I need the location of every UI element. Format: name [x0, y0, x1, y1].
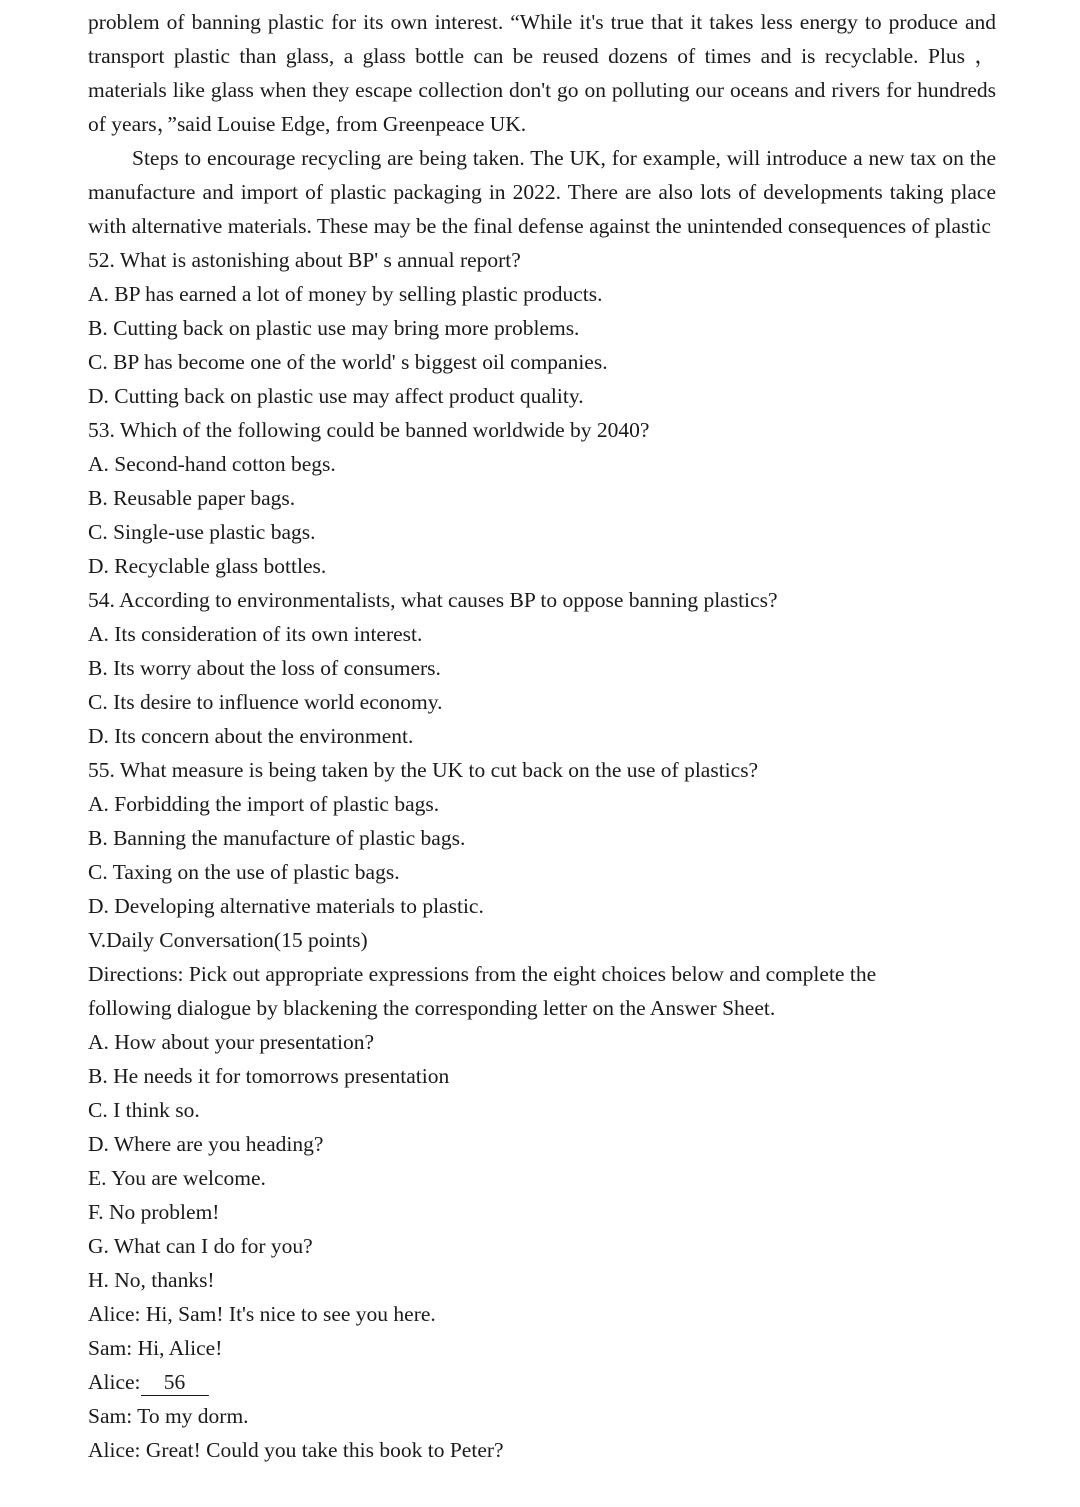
option-a: A. Its consideration of its own interest. — [88, 622, 423, 646]
choice-f: F. No problem! — [88, 1200, 220, 1224]
dialogue-line-with-blank — [88, 1365, 996, 1399]
option-b: B. Reusable paper bags. — [88, 486, 296, 510]
choice-g: G. What can I do for you? — [88, 1234, 313, 1258]
option-c: C. Single-use plastic bags. — [88, 520, 316, 544]
dialogue-line: Sam: To my dorm. — [88, 1404, 249, 1428]
passage-paragraph-1: problem of banning plastic for its own interest. “While it's true that it takes less energy to produce and transport plastic than glass, a glass bottle can be reused dozens of times and is recyclable. Plus ， materials like glass when they escape collection don't go on polluting our oceans and rivers for hundreds of years，”said Louise Edge, from Greenpeace UK. — [88, 10, 996, 136]
question-stem: 55. What measure is being taken by the UK to cut back on the use of plastics? — [88, 758, 759, 782]
choice-b: B. He needs it for tomorrows presentation — [88, 1064, 450, 1088]
option-d: D. Its concern about the environment. — [88, 724, 414, 748]
option-d: D. Developing alternative materials to plastic. — [88, 894, 484, 918]
directions-line-2: following dialogue by blackening the corresponding letter on the Answer Sheet. — [88, 996, 776, 1020]
choice-e: E. You are welcome. — [88, 1166, 266, 1190]
option-a: A. Forbidding the import of plastic bags. — [88, 792, 440, 816]
exam-page — [88, 5, 996, 1467]
option-c: C. Taxing on the use of plastic bags. — [88, 860, 400, 884]
choice-d: D. Where are you heading? — [88, 1132, 324, 1156]
passage-paragraph-2: Steps to encourage recycling are being taken. The UK, for example, will introduce a new tax on the manufacture and import of plastic packaging in 2022. There are also lots of developments taking place with alternative materials. These may be the final defense against the unintended consequences of plastic — [88, 146, 996, 238]
choice-h: H. No, thanks! — [88, 1268, 215, 1292]
choice-a: A. How about your presentation? — [88, 1030, 374, 1054]
dialogue — [88, 1297, 996, 1467]
question-53 — [88, 413, 996, 583]
option-a: A. BP has earned a lot of money by selling plastic products. — [88, 282, 603, 306]
option-c: C. Its desire to influence world economy. — [88, 690, 443, 714]
dialogue-line: Sam: Hi, Alice! — [88, 1336, 223, 1360]
option-d: D. Cutting back on plastic use may affect product quality. — [88, 384, 584, 408]
question-stem: 52. What is astonishing about BP' s annual report? — [88, 248, 521, 272]
question-54 — [88, 583, 996, 753]
option-b: B. Cutting back on plastic use may bring more problems. — [88, 316, 580, 340]
option-b: B. Banning the manufacture of plastic bags. — [88, 826, 466, 850]
dialogue-line: Alice: Hi, Sam! It's nice to see you here. — [88, 1302, 436, 1326]
directions-line-1: Directions: Pick out appropriate expressions from the eight choices below and complete the — [88, 962, 877, 986]
option-d: D. Recyclable glass bottles. — [88, 554, 327, 578]
choice-list — [88, 1025, 996, 1297]
option-b: B. Its worry about the loss of consumers. — [88, 656, 441, 680]
choice-c: C. I think so. — [88, 1098, 200, 1122]
question-stem: 54. According to environmentalists, what causes BP to oppose banning plastics? — [88, 588, 778, 612]
question-stem: 53. Which of the following could be banned worldwide by 2040? — [88, 418, 650, 442]
option-a: A. Second-hand cotton begs. — [88, 452, 336, 476]
question-52 — [88, 243, 996, 413]
question-55 — [88, 753, 996, 923]
dialogue-line: Alice: Great! Could you take this book to Peter? — [88, 1438, 504, 1462]
speaker-label: Alice: — [88, 1370, 141, 1394]
answer-blank-56: 56 — [141, 1369, 209, 1396]
section-title: V.Daily Conversation(15 points) — [88, 928, 368, 952]
option-c: C. BP has become one of the world' s biggest oil companies. — [88, 350, 608, 374]
